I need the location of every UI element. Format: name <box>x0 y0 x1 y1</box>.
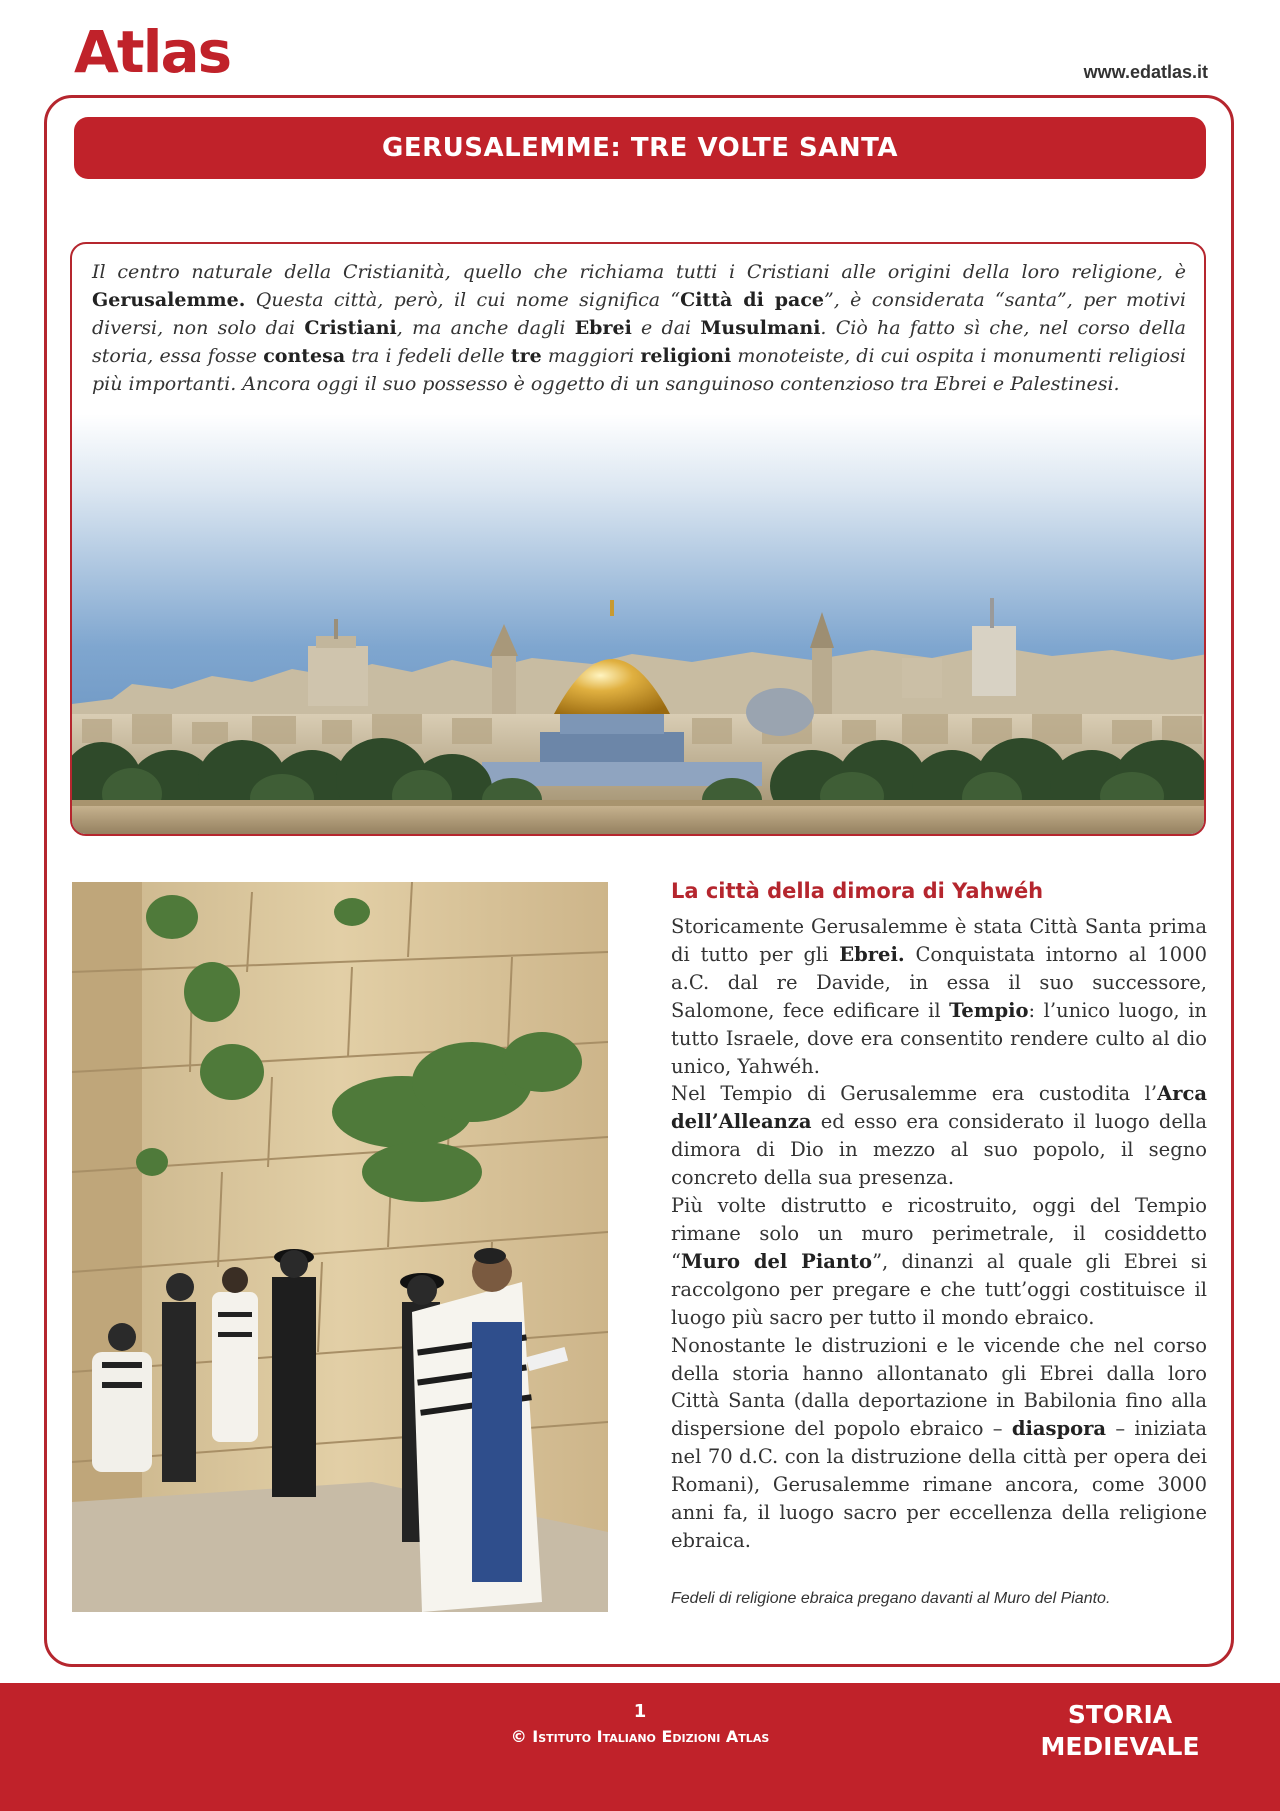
series-label <box>1000 1699 1240 1763</box>
footer <box>0 1683 1280 1811</box>
series-line-1: STORIA <box>1067 1700 1173 1729</box>
series-line-2: MEDIEVALE <box>1040 1732 1200 1761</box>
paragraph-2: Nel Tempio di Gerusalemme era custodita l’Arca dell’Alleanza ed esso era considerato il luogo della dimora di Dio in mezzo al suo popolo, il segno concreto della sua presenza. <box>671 1082 1207 1190</box>
globe-icon <box>88 64 110 86</box>
page-number: 1 <box>633 1701 647 1722</box>
atlas-logo[interactable] <box>74 18 244 86</box>
page-title: GERUSALEMME: TRE VOLTE SANTA <box>382 133 898 163</box>
paragraph-1: Storicamente Gerusalemme è stata Città Santa prima di tutto per gli Ebrei. Conquistata intorno al 1000 a.C. dal re Davide, in essa il suo successore, Salomone, fece edificare il Tempio: l’unico luogo, in tutto Israele, dove era consentito rendere culto al dio unico, Yahwéh. <box>671 915 1208 1078</box>
intro-paragraph: Il centro naturale della Cristianità, quello che richiama tutti i Cristiani alle origini della loro religione, è Gerusalemme. Questa città, però, il cui nome significa “Città di pace”, è considerata “santa”, per motivi diversi, non solo dai Cristiani, ma anche dagli Ebrei e dai Musulmani. Ciò ha fatto sì che, nel corso della storia, essa fosse contesa tra i fedeli delle tre maggiori religioni monoteiste, di cui ospita i monumenti religiosi più importanti. Ancora oggi il suo possesso è oggetto di un sanguinoso contenzioso tra Ebrei e Palestinesi. <box>92 261 1186 395</box>
jerusalem-skyline-photo <box>72 414 1206 836</box>
paragraph-3: Più volte distrutto e ricostruito, oggi del Tempio rimane solo un muro perimetrale, il cosiddetto “Muro del Pianto”, dinanzi al quale gli Ebrei si raccolgono per pregare e che tutt’oggi costituisce il luogo più sacro per tutto il mondo ebraico. <box>671 1194 1208 1329</box>
paragraph-4: Nonostante le distruzioni e le vicende che nel corso della storia hanno allontanato gli Ebrei dalla loro Città Santa (dalla deportazione in Babilonia fino alla dispersione del popolo ebraico – diaspora – iniziata nel 70 d.C. con la distruzione della città per opera dei Romani), Gerusalemme rimane ancora, come 3000 anni fa, il luogo sacro per eccellenza della religione ebraica. <box>671 1333 1207 1552</box>
title-bar <box>74 117 1206 179</box>
section-body <box>671 913 1207 1555</box>
photo-caption: Fedeli di religione ebraica pregano davanti al Muro del Pianto. <box>671 1590 1111 1607</box>
website-url[interactable]: www.edatlas.it <box>1083 62 1208 82</box>
logo-text: Atlas <box>74 18 231 86</box>
intro-box <box>70 242 1206 836</box>
section-heading: La città della dimora di Yahwéh <box>671 879 1044 903</box>
copyright-notice: © Istituto Italiano Edizioni Atlas <box>510 1727 770 1746</box>
western-wall-photo <box>72 882 608 1612</box>
